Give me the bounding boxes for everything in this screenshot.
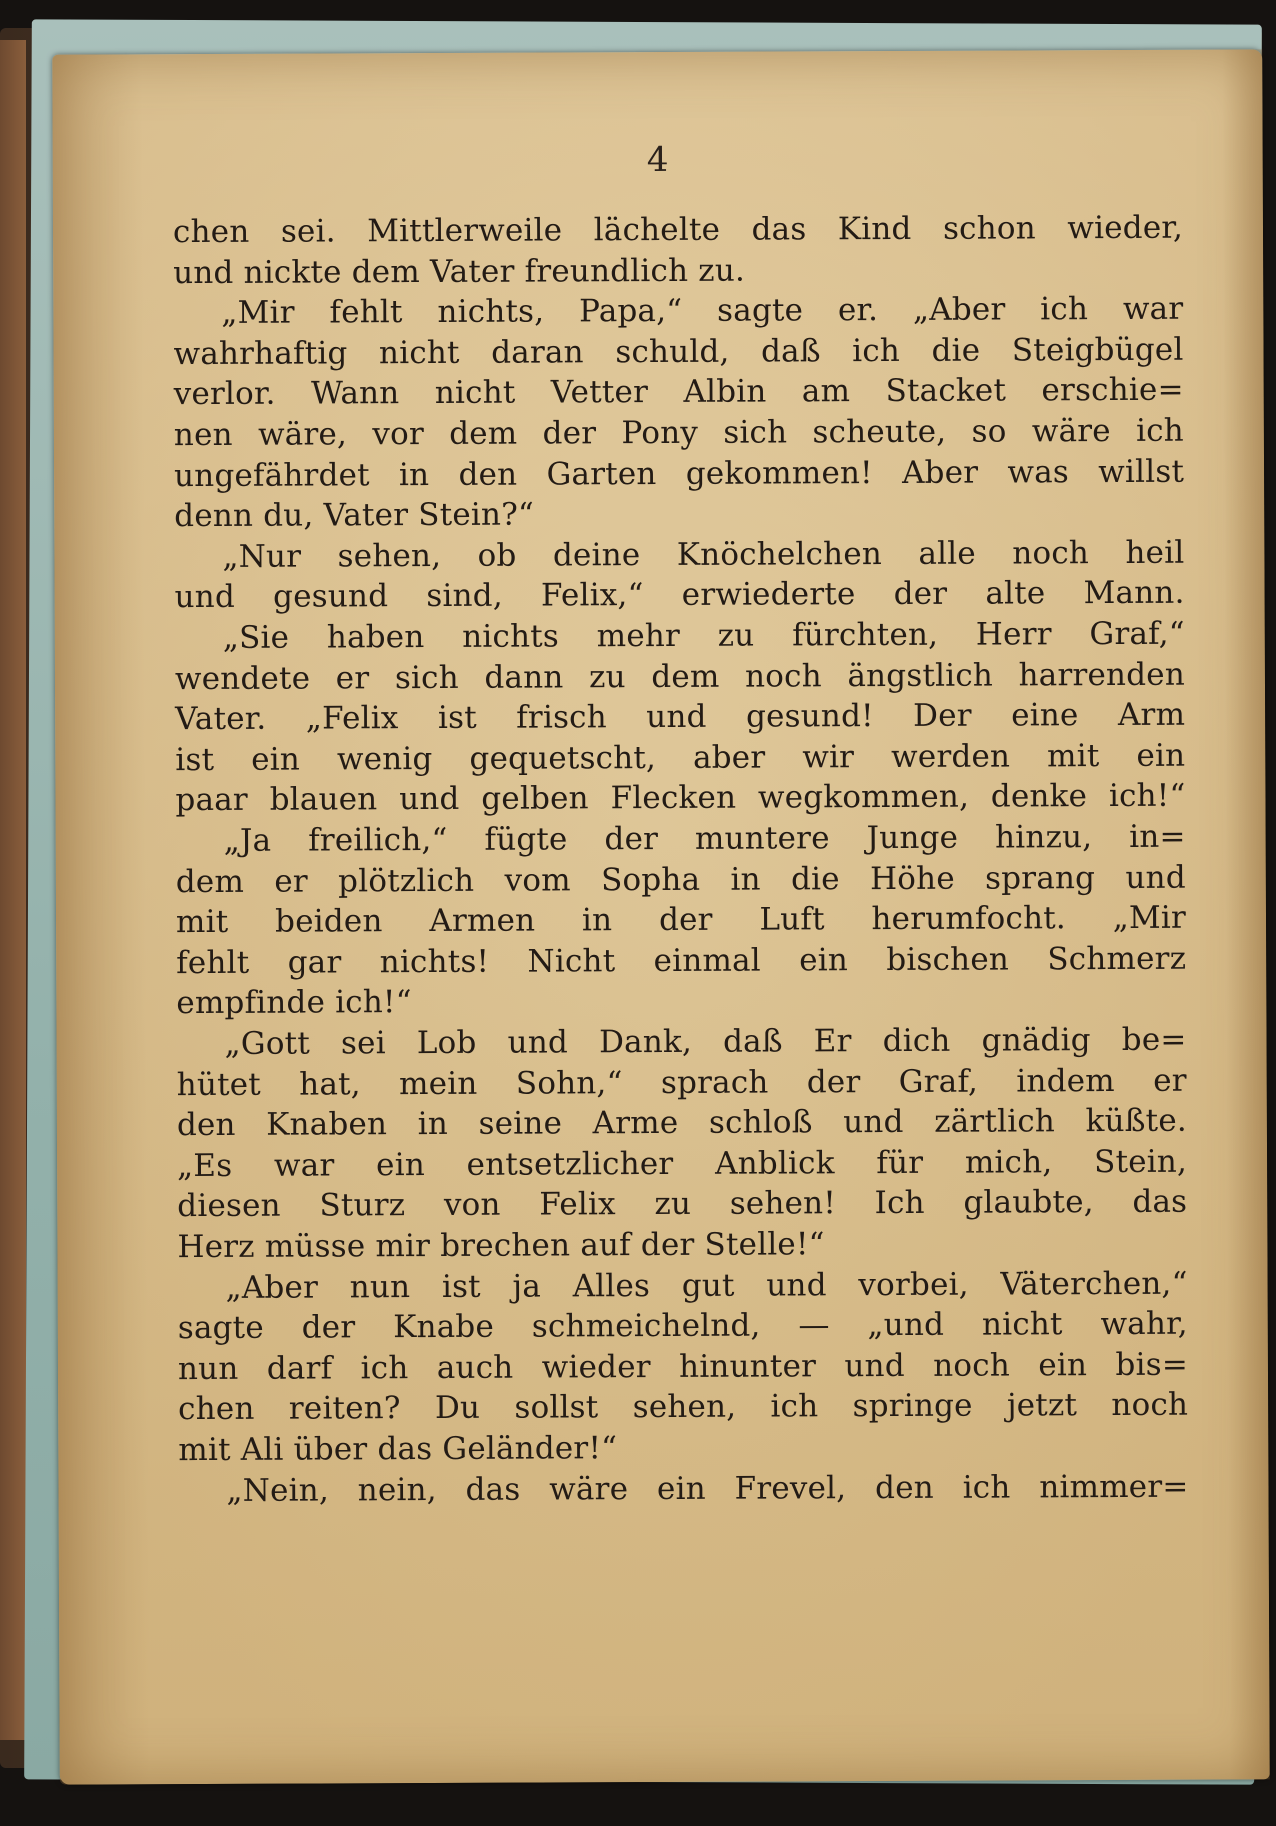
- text-line: chen reiten? Du sollst sehen, ich springe jetzt noch: [178, 1387, 1189, 1428]
- text-line: mit Ali über das Geländer!“: [178, 1430, 618, 1469]
- text-line: denn du, Vater Stein?“: [174, 496, 535, 535]
- text-line: diesen Sturz von Felix zu sehen! Ich glaubte, das: [177, 1184, 1188, 1225]
- text-line: mit beiden Armen in der Luft herumfocht. „Mir: [175, 899, 1187, 941]
- text-line: „Gott sei Lob und Dank, daß Er dich gnädig be=: [224, 1021, 1187, 1062]
- text-line: paar blauen und gelben Flecken wegkommen, denke ich!“: [175, 778, 1186, 819]
- text-line: ungefährdet in den Garten gekommen! Aber was willst: [173, 453, 1185, 494]
- text-line: chen sei. Mittlerweile lächelte das Kind schon wieder,: [172, 209, 1184, 251]
- text-line: wendete er sich dann zu dem noch ängstlich harrenden: [174, 656, 1186, 697]
- text-line: sagte der Knabe schmeichelnd, — „und nicht wahr,: [177, 1305, 1188, 1347]
- text-line: „Mir fehlt nichts, Papa,“ sagte er. „Aber ich war: [221, 290, 1184, 332]
- text-line: hütet hat, mein Sohn,“ sprach der Graf, indem er: [176, 1062, 1187, 1103]
- text-line: wahrhaftig nicht daran schuld, daß ich die Steigbügel: [173, 331, 1184, 372]
- text-line: verlor. Wann nicht Vetter Albin am Stacket erschie=: [173, 372, 1184, 413]
- book-page: [52, 49, 1270, 1784]
- text-line: und nickte dem Vater freundlich zu.: [173, 252, 746, 291]
- page-number: 4: [646, 139, 669, 181]
- text-line: dem er plötzlich vom Sopha in die Höhe sprang und: [175, 859, 1186, 900]
- text-line: Herz müsse mir brechen auf der Stelle!“: [177, 1226, 825, 1266]
- text-line: empfinde ich!“: [176, 984, 412, 1022]
- text-line: Vater. „Felix ist frisch und gesund! Der eine Arm: [175, 696, 1186, 738]
- text-line: „Aber nun ist ja Alles gut und vorbei, Väterchen,“: [225, 1265, 1188, 1306]
- text-line: „Ja freilich,“ fügte der muntere Junge hinzu, in=: [223, 818, 1186, 859]
- text-line: nun darf ich auch wieder hinunter und noch ein bis=: [177, 1346, 1189, 1387]
- text-line: „Sie haben nichts mehr zu fürchten, Herr Graf,“: [222, 615, 1185, 656]
- text-line: „Es war ein entsetzlicher Anblick für mich, Stein,: [177, 1143, 1188, 1184]
- text-line: den Knaben in seine Arme schloß und zärtlich küßte.: [176, 1102, 1187, 1144]
- text-line: und gesund sind, Felix,“ erwiederte der alte Mann.: [174, 575, 1185, 616]
- text-line: nen wäre, vor dem der Pony sich scheute, so wäre ich: [173, 412, 1184, 454]
- cover-spine-edge: [0, 40, 26, 1740]
- text-line: „Nein, nein, das wäre ein Frevel, den ich nimmer=: [226, 1468, 1189, 1509]
- text-line: ist ein wenig gequetscht, aber wir werden mit ein: [175, 737, 1186, 778]
- text-line: „Nur sehen, ob deine Knöchelchen alle noch heil: [222, 534, 1185, 575]
- body-text: [52, 49, 1270, 1784]
- text-line: fehlt gar nichts! Nicht einmal ein bischen Schmerz: [176, 940, 1187, 981]
